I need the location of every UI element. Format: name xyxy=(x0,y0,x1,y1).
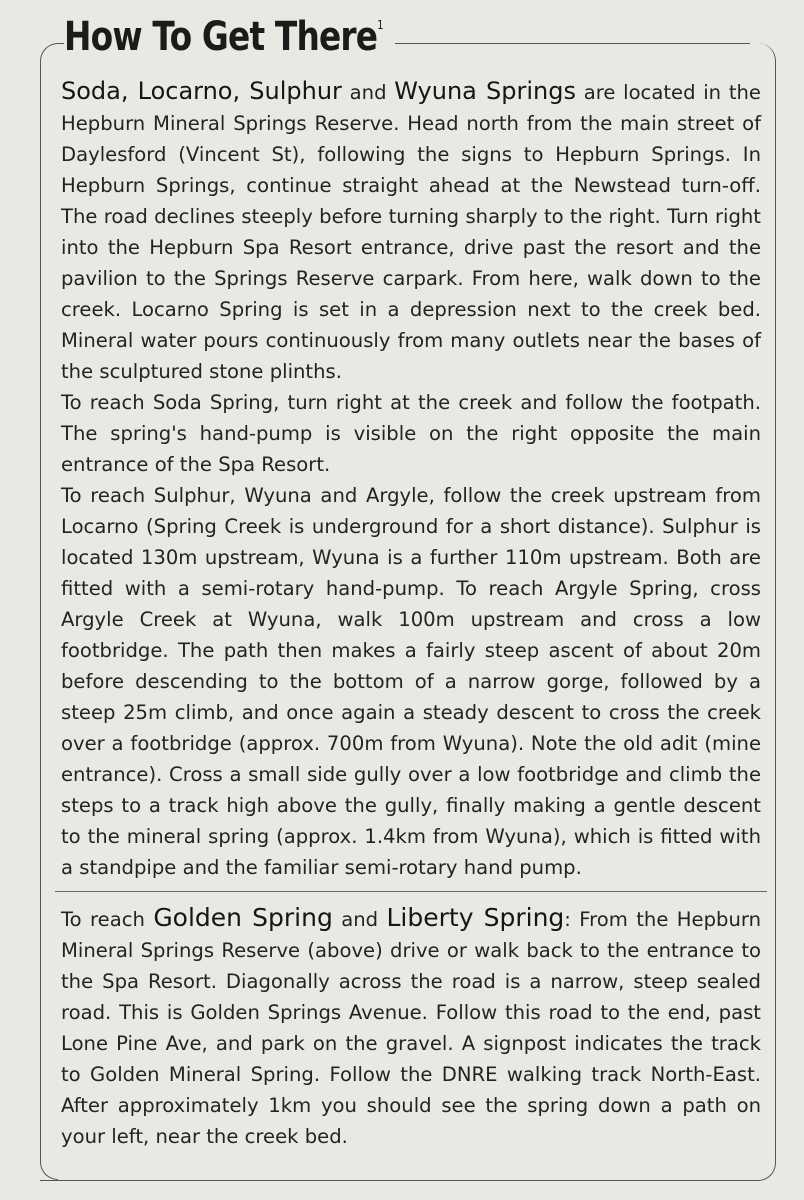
footnote-mark: 1 xyxy=(377,18,383,32)
highlight-springs-names: Soda, Locarno, Sulphur xyxy=(61,77,342,105)
paragraph-text: : From the Hepburn Mineral Springs Reserve (above) drive or walk back to the entrance to the Spa Resort. Diagonally across the road is a narrow, steep sealed road. This is Golden Springs Avenue. Follow this road to the end, past Lone Pine Ave, and park on the gravel. A signpost indicates the track to Golden Mineral Spring. Follow the DNRE walking track North-East. After approximately 1km you should see the spring down a path on your left, near the creek bed. xyxy=(61,908,762,1148)
text-and: and xyxy=(341,81,395,104)
paragraph-text: are located in the Hepburn Mineral Springs Reserve. Head north from the main street of Daylesford (Vincent St), following the signs to Hepburn Springs. In Hepburn Springs, continue straight ahead at the Newstead turn-off. The road declines steeply before turning sharply to the right. Turn right into the Hepburn Spa Resort entrance, drive past the resort and the pavilion to the Springs Reserve carpark. From here, walk down to the creek. Locarno Spring is set in a depression next to the creek bed. Mineral water pours continuously from many outlets near the bases of the sculptured stone plinths. xyxy=(61,81,761,383)
title-rule xyxy=(395,43,750,44)
paragraph-soda-spring: To reach Soda Spring, turn right at the creek and follow the footpath. The spring's hand-pump is visible on the right opposite the main entrance of the Spa Resort. xyxy=(61,391,761,476)
highlight-wyuna-springs: Wyuna Springs xyxy=(394,77,576,105)
highlight-golden-spring: Golden Spring xyxy=(153,903,333,932)
highlight-liberty-spring: Liberty Spring xyxy=(386,903,565,932)
section-divider xyxy=(55,891,767,892)
paragraph-sulphur-wyuna-argyle: To reach Sulphur, Wyuna and Argyle, follow the creek upstream from Locarno (Spring Creek is underground for a short distance). Sulphur is located 130m upstream, Wyuna is a further 110m upstream. Both are fitted with a semi-rotary hand-pump. To reach Argyle Spring, cross Argyle Creek at Wyuna, walk 100m upstream and cross a low footbridge. The path then makes a fairly steep ascent of about 20m before descending to the bottom of a narrow gorge, followed by a steep 25m climb, and once again a steady descent to cross the creek over a footbridge (approx. 700m from Wyuna). Note the old adit (mine entrance). Cross a small side gully over a low footbridge and climb the steps to a track high above the gully, finally making a gentle descent to the mineral spring (approx. 1.4km from Wyuna), which is fitted with a standpipe and the familiar semi-rotary hand pump. xyxy=(61,484,761,879)
paragraph-golden-liberty xyxy=(61,902,761,1152)
text-to-reach: To reach xyxy=(61,908,154,931)
text-and: and xyxy=(332,908,387,931)
title-text: How To Get There xyxy=(64,14,378,60)
paragraph-springs-reserve xyxy=(61,76,761,387)
body-text xyxy=(61,76,761,1152)
page-title xyxy=(64,14,383,60)
